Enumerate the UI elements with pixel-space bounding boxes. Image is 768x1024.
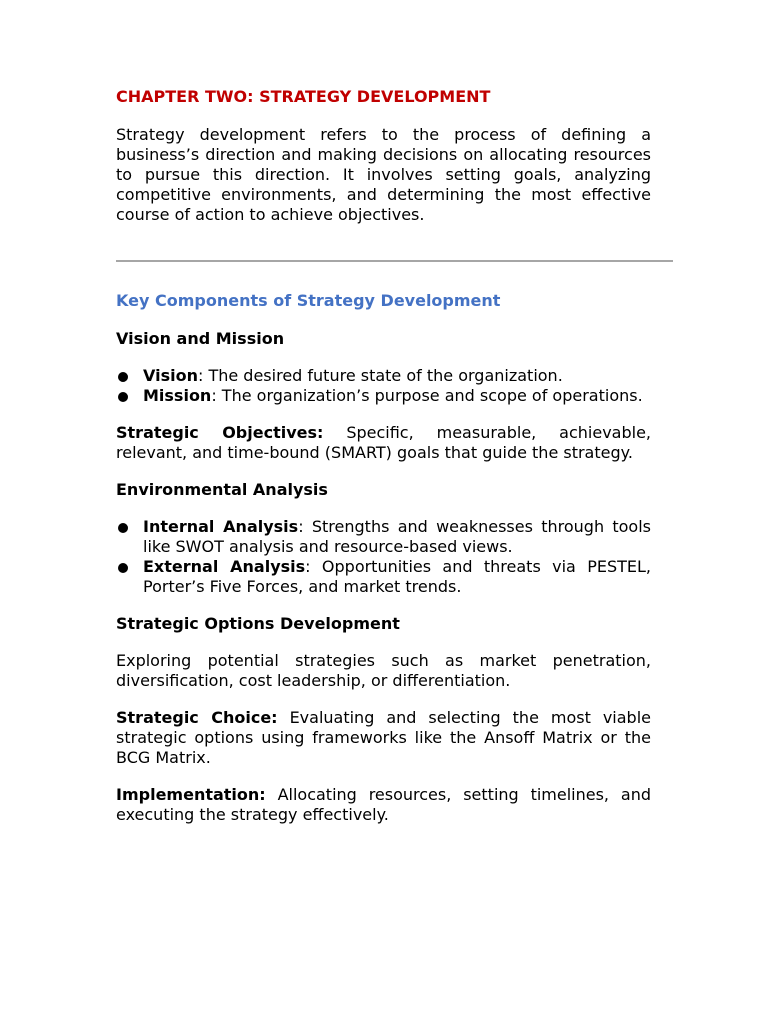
strategic-objectives-text: Specific, measurable, achievable, relevant, and time-bound (SMART) goals that guide the strategy.: [116, 423, 652, 462]
list-item-text: : Opportunities and threats via PESTEL, Porter’s Five Forces, and market trends.: [143, 557, 651, 596]
strategic-objectives-paragraph: [116, 423, 651, 463]
implementation-text: Allocating resources, setting timelines, and executing the strategy effectively.: [116, 785, 651, 824]
implementation-term: Implementation:: [116, 785, 266, 804]
bullet-icon: [118, 563, 128, 573]
list-item: [116, 557, 651, 597]
strategic-choice-term: Strategic Choice:: [116, 708, 278, 727]
strategic-choice-paragraph: [116, 708, 651, 768]
environmental-analysis-heading: Environmental Analysis: [116, 480, 328, 499]
bullet-icon: [118, 392, 128, 402]
list-item: [116, 386, 651, 406]
chapter-intro-block: [116, 86, 651, 243]
list-item-term: Vision: [143, 366, 198, 385]
list-item-term: Internal Analysis: [143, 517, 299, 536]
bullet-icon: [118, 523, 128, 533]
chapter-title: CHAPTER TWO: STRATEGY DEVELOPMENT: [116, 87, 491, 106]
list-item-term: External Analysis: [143, 557, 306, 576]
vision-mission-heading: Vision and Mission: [116, 329, 285, 348]
horizontal-divider: [116, 260, 673, 262]
list-item-term: Mission: [143, 386, 212, 405]
implementation-paragraph: [116, 785, 651, 825]
strategic-choice-text: Evaluating and selecting the most viable strategic options using frameworks like the Ansoff Matrix or the BCG Matrix.: [116, 708, 652, 767]
options-development-heading: Strategic Options Development: [116, 614, 400, 633]
vision-mission-list: [116, 366, 651, 406]
section-heading: Key Components of Strategy Development: [116, 291, 501, 310]
bullet-icon: [118, 372, 128, 382]
key-components-section: [116, 290, 651, 842]
options-development-paragraph: Exploring potential strategies such as market penetration, diversification, cost leadership, or differentiation.: [116, 651, 651, 690]
list-item: [116, 517, 651, 557]
list-item-text: : Strengths and weaknesses through tools like SWOT analysis and resource-based views.: [143, 517, 651, 556]
intro-paragraph: Strategy development refers to the process of defining a business’s direction and making decisions on allocating resources to pursue this direction. It involves setting goals, analyzing competitive environments, and determining the most effective course of action to achieve objectives.: [116, 125, 651, 224]
list-item: [116, 366, 651, 386]
environmental-analysis-list: [116, 517, 651, 597]
strategic-objectives-term: Strategic Objectives:: [116, 423, 324, 442]
list-item-text: : The organization’s purpose and scope of operations.: [211, 386, 643, 405]
list-item-text: : The desired future state of the organization.: [197, 366, 563, 385]
